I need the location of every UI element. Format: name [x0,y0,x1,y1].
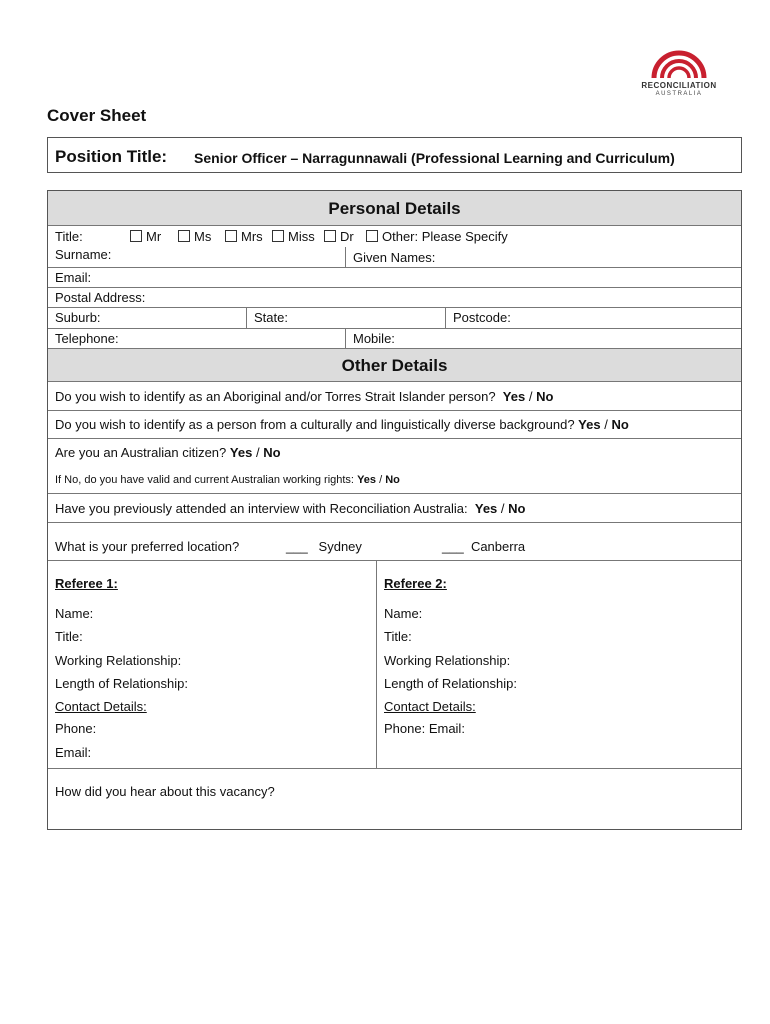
position-title-label: Position Title: [55,147,168,166]
answer-yes[interactable]: Yes [229,445,253,460]
referee-2-contact-details: Contact Details: [384,699,476,714]
title-option-ms[interactable]: Ms [178,229,211,244]
logo-text-australia: AUSTRALIA [655,91,703,97]
mobile-field[interactable]: Mobile: [353,331,395,346]
referee-2-heading: Referee 2: [384,576,447,591]
title-option-mr[interactable]: Mr [130,229,161,244]
title-option-dr[interactable]: Dr [324,229,354,244]
referee-1-heading: Referee 1: [55,576,118,591]
application-form [47,190,742,830]
answer-no[interactable]: No [385,474,400,486]
vacancy-source-question[interactable]: How did you hear about this vacancy? [55,784,275,799]
title-label: Title: [55,229,83,244]
checkbox-icon [366,230,378,242]
other-details-heading: Other Details [48,348,741,382]
answer-no[interactable]: No [536,389,554,404]
referee-2-phone-email[interactable]: Phone: Email: [384,721,465,736]
postal-address-field[interactable]: Postal Address: [55,290,146,305]
checkbox-icon [225,230,237,242]
question-citizen: Are you an Australian citizen? Yes / No [55,445,281,460]
postcode-field[interactable]: Postcode: [453,310,511,325]
email-field[interactable]: Email: [55,270,92,285]
checkbox-icon [272,230,284,242]
telephone-field[interactable]: Telephone: [55,331,119,346]
personal-details-heading: Personal Details [48,191,741,226]
title-option-mrs[interactable]: Mrs [225,229,263,244]
checkbox-icon [130,230,142,242]
question-cald: Do you wish to identify as a person from a culturally and linguistically diverse background? Yes / No [55,417,629,432]
referee-1-title[interactable]: Title: [55,629,83,644]
answer-no[interactable]: No [263,445,281,460]
page-title: Cover Sheet [47,106,147,125]
referee-1-phone[interactable]: Phone: [55,721,97,736]
location-question: What is your preferred location? [55,539,240,554]
referee-1-length[interactable]: Length of Relationship: [55,676,188,691]
answer-no[interactable]: No [611,417,629,432]
position-title-box [47,137,742,173]
referee-1-email[interactable]: Email: [55,745,92,760]
position-title-value: Senior Officer – Narragunnawali (Professional Learning and Curriculum) [194,150,675,166]
answer-yes[interactable]: Yes [578,417,601,432]
referee-1-contact-details: Contact Details: [55,699,147,714]
checkbox-icon [324,230,336,242]
logo-text-reconciliation: RECONCILIATION [641,81,717,90]
answer-no[interactable]: No [508,501,526,516]
question-working-rights: If No, do you have valid and current Australian working rights: Yes / No [55,474,400,486]
referee-1-working-relationship[interactable]: Working Relationship: [55,653,182,668]
state-field[interactable]: State: [254,310,288,325]
question-previous-interview: Have you previously attended an interview with Reconciliation Australia: Yes / No [55,501,526,516]
title-option-miss[interactable]: Miss [272,229,315,244]
arcs-logo-icon [650,50,708,80]
referee-2-title[interactable]: Title: [384,629,412,644]
suburb-field[interactable]: Suburb: [55,310,101,325]
answer-yes[interactable]: Yes [474,501,498,516]
surname-field[interactable]: Surname: [55,247,112,262]
location-canberra-option[interactable]: ___ Canberra [442,539,526,554]
reconciliation-australia-logo [636,50,722,100]
referee-2-name[interactable]: Name: [384,606,423,621]
question-aboriginal: Do you wish to identify as an Aboriginal and/or Torres Strait Islander person? Yes / No [55,389,554,404]
answer-yes[interactable]: Yes [357,474,377,486]
location-sydney-option[interactable]: ___ Sydney [286,539,362,554]
referee-1-name[interactable]: Name: [55,606,94,621]
answer-yes[interactable]: Yes [502,389,526,404]
referee-2-working-relationship[interactable]: Working Relationship: [384,653,511,668]
referee-2-length[interactable]: Length of Relationship: [384,676,517,691]
checkbox-icon [178,230,190,242]
given-names-field[interactable]: Given Names: [353,250,436,265]
title-option-other[interactable]: Other: Please Specify [366,229,508,244]
